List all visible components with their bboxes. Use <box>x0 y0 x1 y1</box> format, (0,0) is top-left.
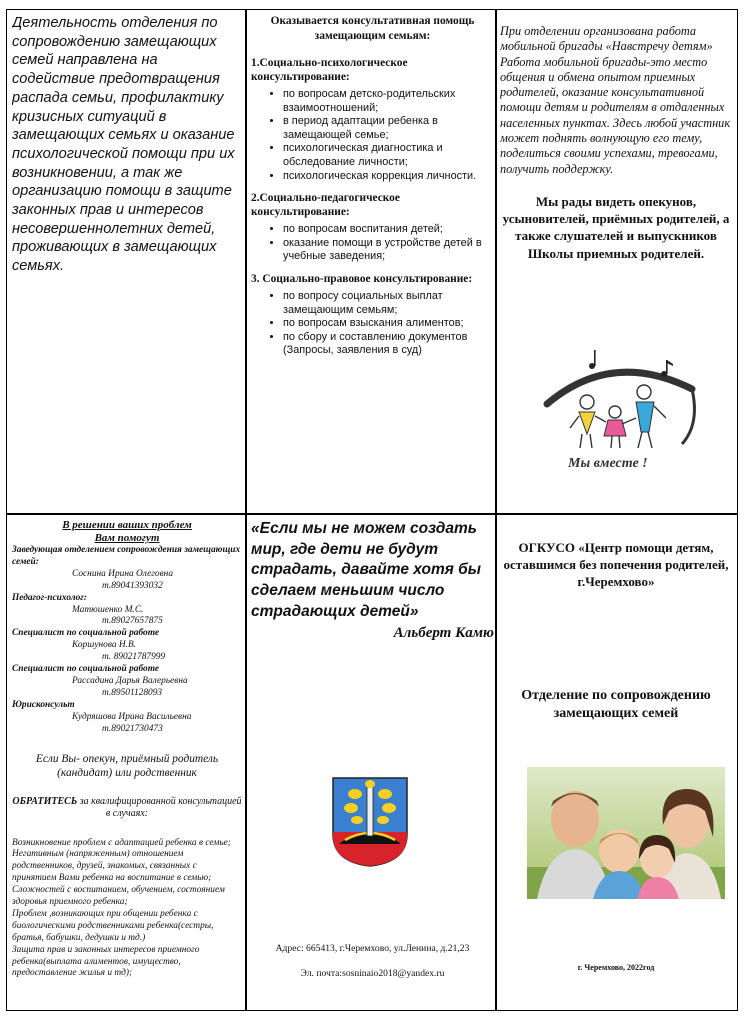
consultation-section-list <box>251 223 494 264</box>
department-name: Отделение по сопровождению замещающих семей <box>521 688 711 721</box>
consultation-section-title: 2.Социально-педагогическое консультирование: <box>251 192 400 219</box>
contact-name: Рассадина Дарья Валерьевна <box>72 675 188 686</box>
contact-role: Специалист по социальной работе <box>12 628 160 639</box>
cases-list: Возникновение проблем с адаптацией ребенка в семье; Негативным (напряженным) отношением родственников, друзей, знакомых, связанных с принятием Вами ребенка на воспитание в семью; Сложностей с воспитанием, обучением, состоянием здоровья приемного ребенка; Проблем ,возникающих при общении ребенка с биологическими родственниками ребенка(сестры, братья, бабушки, дедушки и тд.) Защита прав и законных интересов приемного ребенка(выплата алиментов, имущество, предоставление жилья и тд); <box>12 837 231 979</box>
contacts-list <box>12 545 242 736</box>
family-photo <box>527 767 725 899</box>
consultation-item: • по вопросу социальных выплат замещающим семьям; <box>283 290 494 317</box>
consultation-section-title: 3. Социально-правовое консультирование: <box>251 272 473 285</box>
request-consultation-bold: ОБРАТИТЕСЬ <box>12 795 78 807</box>
consultation-item: • психологическая коррекция личности. <box>283 170 494 184</box>
contact-role: Заведующая отделением сопровождения замещающих семей: <box>12 545 241 567</box>
figure-man-icon <box>636 385 666 448</box>
cover-panel <box>500 519 732 1009</box>
column-divider-2 <box>495 9 497 1011</box>
activity-description: Деятельность отделения по сопровождению замещающих семей направлена на содействие предотвращения распада семьи, профилактику кризисных ситуаций в замещающих семьях и оказание психологической помощи при их возникновении, а так же организацию помощи в защите законных прав и интересов несовершеннолетних детей, проживающих в замещающих семьях. <box>12 15 235 275</box>
mobile-brigade-panel <box>500 24 732 509</box>
contact-role: Специалист по социальной работе <box>12 664 160 675</box>
audience-note: Если Вы- опекун, приёмный родитель (кандидат) или родственник <box>35 752 219 779</box>
consultation-item: • по вопросам взыскания алиментов; <box>283 317 494 331</box>
together-logo-text: Мы вместе ! <box>568 456 648 471</box>
figure-girl-icon <box>604 406 636 448</box>
consultation-heading: Оказывается консультативная помощь замещающим семьям: <box>270 15 475 42</box>
mobile-brigade-intro: При отделении организована работа мобильной бригады «Навстречу детям» Работа мобильной бригады-это место общения и обмена опытом приемных родителей, оказание консультативной помощи детям и родителям в отдаленных населенных пунктах. Здесь любой участник может поднять волнующую его тему, поделиться своими успехами, тревогами, получить поддержку. <box>500 24 731 176</box>
contacts-header-line1: В решении ваших проблем <box>62 519 192 531</box>
quote-author: Альберт Камю <box>393 624 494 641</box>
contacts-header-line2: Вам помогут <box>94 532 160 544</box>
consultation-item: • по вопросам детско-родительских взаимоотношений; <box>283 88 494 115</box>
contact-name: Матюшенко М.С. <box>72 604 144 615</box>
consultation-item: • оказание помощи в устройстве детей в учебные заведения; <box>283 237 494 264</box>
request-consultation-text: за квалифицированной консультацией в случаях: <box>77 795 242 819</box>
contact-phone: т. 89021787999 <box>102 652 166 663</box>
figure-boy-icon <box>570 395 606 448</box>
consultation-section-title: 1.Социально-психологическое консультирование: <box>251 57 408 83</box>
consultation-sections <box>251 56 494 358</box>
organization-name: ОГКУСО «Центр помощи детям, оставшимся без попечения родителей, г.Черемхово» <box>503 540 729 589</box>
contacts-panel <box>12 519 242 1009</box>
activity-description-panel <box>12 14 240 509</box>
consultation-section-list <box>251 290 494 358</box>
consultation-item: • психологическая диагностика и обследование личности; <box>283 142 494 169</box>
address: Адрес: 665413, г.Черемхово, ул.Ленина, д.21,23 <box>275 943 470 954</box>
contact-phone: т.89027657875 <box>102 616 163 627</box>
quote-text: «Если мы не можем создать мир, где дети не будут страдать, давайте хотя бы сделаем меньшим число страдающих детей» <box>251 520 481 620</box>
row-divider <box>6 513 738 515</box>
quote-panel <box>251 519 494 1009</box>
together-logo <box>532 344 702 474</box>
request-consultation <box>12 796 242 820</box>
column-divider-1 <box>245 9 247 1011</box>
consultation-item: • в период адаптации ребенка в замещающей семье; <box>283 115 494 142</box>
city-and-year: г. Черемхово, 2022год <box>577 963 655 972</box>
contact-role: Юрисконсульт <box>12 699 75 710</box>
contact-role: Педагог-психолог: <box>12 592 87 603</box>
consultation-item: • по вопросам воспитания детей; <box>283 223 494 237</box>
contact-name: Коршунова Н.В. <box>72 640 137 651</box>
contact-phone: т.89041393032 <box>102 580 163 591</box>
city-coat-of-arms-icon <box>331 776 409 868</box>
contact-name: Кудряшова Ирина Васильевна <box>72 711 192 722</box>
contact-phone: т.89501128093 <box>102 687 163 698</box>
welcome-message: Мы рады видеть опекунов, усыновителей, приёмных родителей, а также слушателей и выпускников Школы приемных родителей. <box>502 193 730 261</box>
consultation-panel <box>251 14 494 509</box>
consultation-section-list <box>251 88 494 183</box>
consultation-item: • по сбору и составлению документов (Запросы, заявления в суд) <box>283 331 494 358</box>
contact-phone: т.89021730473 <box>102 723 163 734</box>
email: Эл. почта:sosninaio2018@yandex.ru <box>300 968 445 979</box>
contact-name: Соснина Ирина Олеговна <box>72 568 174 579</box>
